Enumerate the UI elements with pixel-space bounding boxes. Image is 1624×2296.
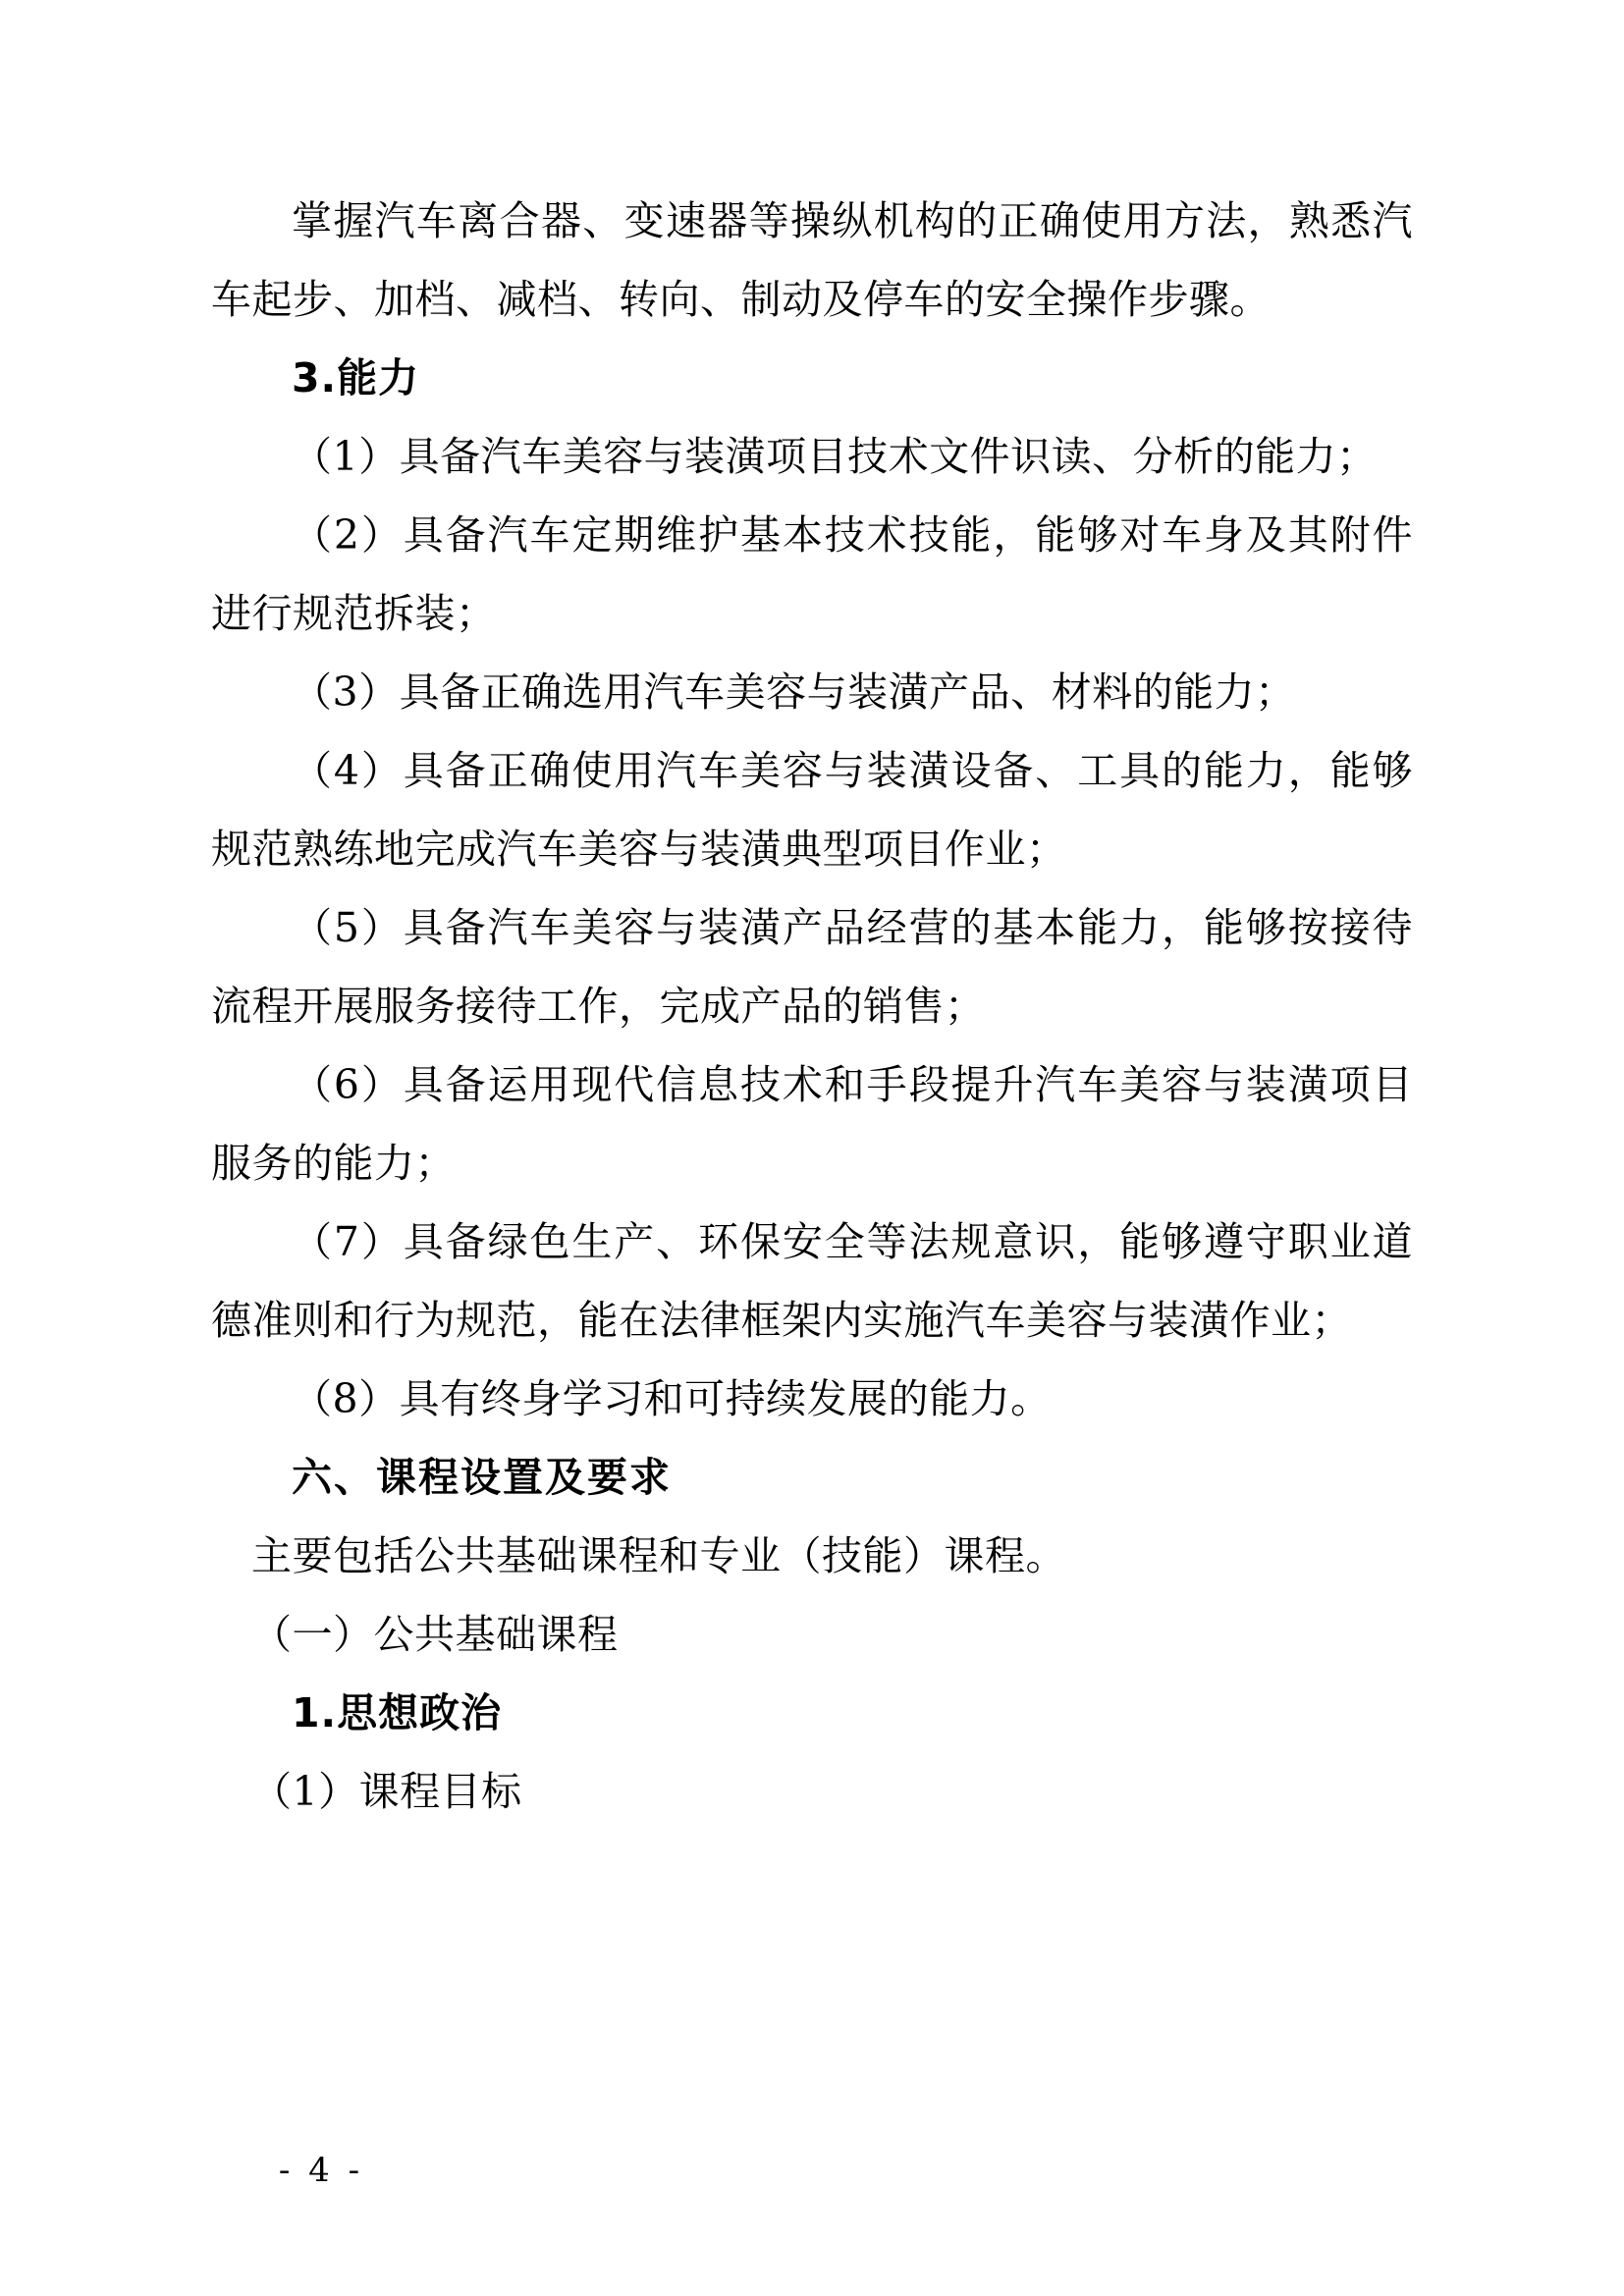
paragraph-public-basic-courses: （一）公共基础课程 [251,1611,619,1658]
paragraph-course-objective: （1）课程目标 [251,1768,522,1815]
paragraph-ability-5: （5）具备汽车美容与装潢产品经营的基本能力，能够按接待流程开展服务接待工作，完成产品的销售； [211,904,1413,1030]
heading-section-six: 六、课程设置及要求 [292,1454,672,1501]
paragraph-ability-3: （3）具备正确选用汽车美容与装潢产品、材料的能力； [292,668,1296,716]
page-footer [0,2151,1624,2190]
document-body [211,182,1413,1831]
paragraph-ability-8: （8）具有终身学习和可持续发展的能力。 [292,1375,1052,1422]
paragraph-ability-6: （6）具备运用现代信息技术和手段提升汽车美容与装潢项目服务的能力； [211,1061,1413,1187]
heading-ability: 3.能力 [292,354,420,401]
paragraph-clutch-gearbox: 掌握汽车离合器、变速器等操纵机构的正确使用方法，熟悉汽车起步、加档、减档、转向、制动及停车的安全操作步骤。 [211,197,1413,323]
heading-ideological-politics: 1.思想政治 [292,1689,503,1736]
paragraph-ability-7: （7）具备绿色生产、环保安全等法规意识，能够遵守职业道德准则和行为规范，能在法律框架内实施汽车美容与装潢作业； [211,1218,1413,1344]
paragraph-ability-2: （2）具备汽车定期维护基本技术技能，能够对车身及其附件进行规范拆装； [211,511,1413,637]
paragraph-ability-1: （1）具备汽车美容与装潢项目技术文件识读、分析的能力； [292,433,1378,480]
paragraph-course-overview: 主要包括公共基础课程和专业（技能）课程。 [251,1532,1066,1579]
paragraph-ability-4: （4）具备正确使用汽车美容与装潢设备、工具的能力，能够规范熟练地完成汽车美容与装潢典型项目作业； [211,747,1413,873]
page-number: - 4 - [278,2151,364,2190]
